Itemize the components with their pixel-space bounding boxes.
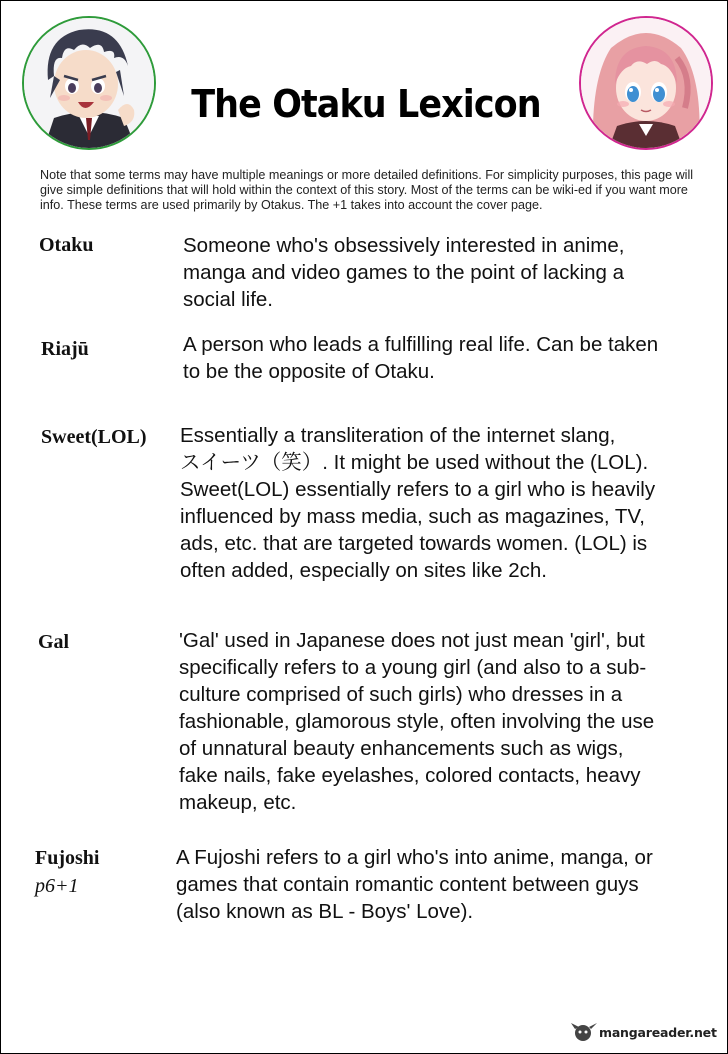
intro-note: Note that some terms may have multiple meanings or more detailed definitions. For simplicity purposes, this page will give simple definitions that will hold within the context of this story. Most of the terms can be wiki-ed if you want more info. These terms are used primarily by Otakus. The +1 takes into account the cover page. — [40, 168, 694, 212]
definition-line: 'Gal' used in Japanese does not just mean 'girl', but — [179, 629, 645, 652]
definition-line: to be the opposite of Otaku. — [183, 360, 435, 383]
definition-fujoshi — [176, 844, 653, 925]
definition-line: influenced by mass media, such as magazines, TV, — [180, 505, 645, 528]
girl-avatar — [579, 16, 713, 150]
boy-illustration — [24, 18, 154, 148]
definition-line: Essentially a transliteration of the internet slang, — [180, 424, 616, 447]
definition-line: Someone who's obsessively interested in anime, — [183, 234, 625, 257]
definition-line: culture comprised of such girls) who dresses in a — [179, 683, 623, 706]
definition-line: games that contain romantic content between guys — [176, 873, 639, 896]
watermark-logo-icon — [571, 1019, 599, 1045]
definition-line: often added, especially on sites like 2ch. — [180, 559, 547, 582]
definition-line: fashionable, glamorous style, often involving the use — [179, 710, 655, 733]
term-riaju: Riajū — [41, 338, 89, 360]
definition-line: of unnatural beauty enhancements such as wigs, — [179, 737, 624, 760]
definition-line: ads, etc. that are targeted towards women. (LOL) is — [180, 532, 648, 555]
boy-avatar — [22, 16, 156, 150]
page-title: The Otaku Lexicon — [191, 82, 541, 127]
term-fujoshi-page-ref: p6+1 — [35, 875, 79, 897]
definition-line: A Fujoshi refers to a girl who's into anime, manga, or — [176, 846, 653, 869]
definition-sweet-lol — [180, 422, 655, 584]
definition-line: A person who leads a fulfilling real life. Can be taken — [183, 333, 659, 356]
definition-line: social life. — [183, 288, 274, 311]
definition-line: (also known as BL - Boys' Love). — [176, 900, 474, 923]
definition-line: スイーツ（笑）. It might be used without the (LOL). — [180, 451, 649, 474]
definition-line: Sweet(LOL) essentially refers to a girl who is heavily — [180, 478, 656, 501]
term-otaku: Otaku — [39, 234, 94, 256]
definition-gal — [179, 627, 654, 816]
definition-line: fake nails, fake eyelashes, colored contacts, heavy — [179, 764, 641, 787]
definition-line: manga and video games to the point of lacking a — [183, 261, 625, 284]
term-sweet-lol: Sweet(LOL) — [41, 426, 147, 448]
definition-riaju — [183, 331, 658, 385]
girl-illustration — [581, 18, 711, 148]
definition-line: specifically refers to a young girl (and also to a sub- — [179, 656, 647, 679]
term-gal: Gal — [38, 631, 70, 653]
definition-line: makeup, etc. — [179, 791, 297, 814]
watermark — [571, 1019, 721, 1049]
definition-otaku — [183, 232, 624, 313]
watermark-text: mangareader.net — [599, 1025, 717, 1040]
term-fujoshi: Fujoshi — [35, 847, 100, 869]
